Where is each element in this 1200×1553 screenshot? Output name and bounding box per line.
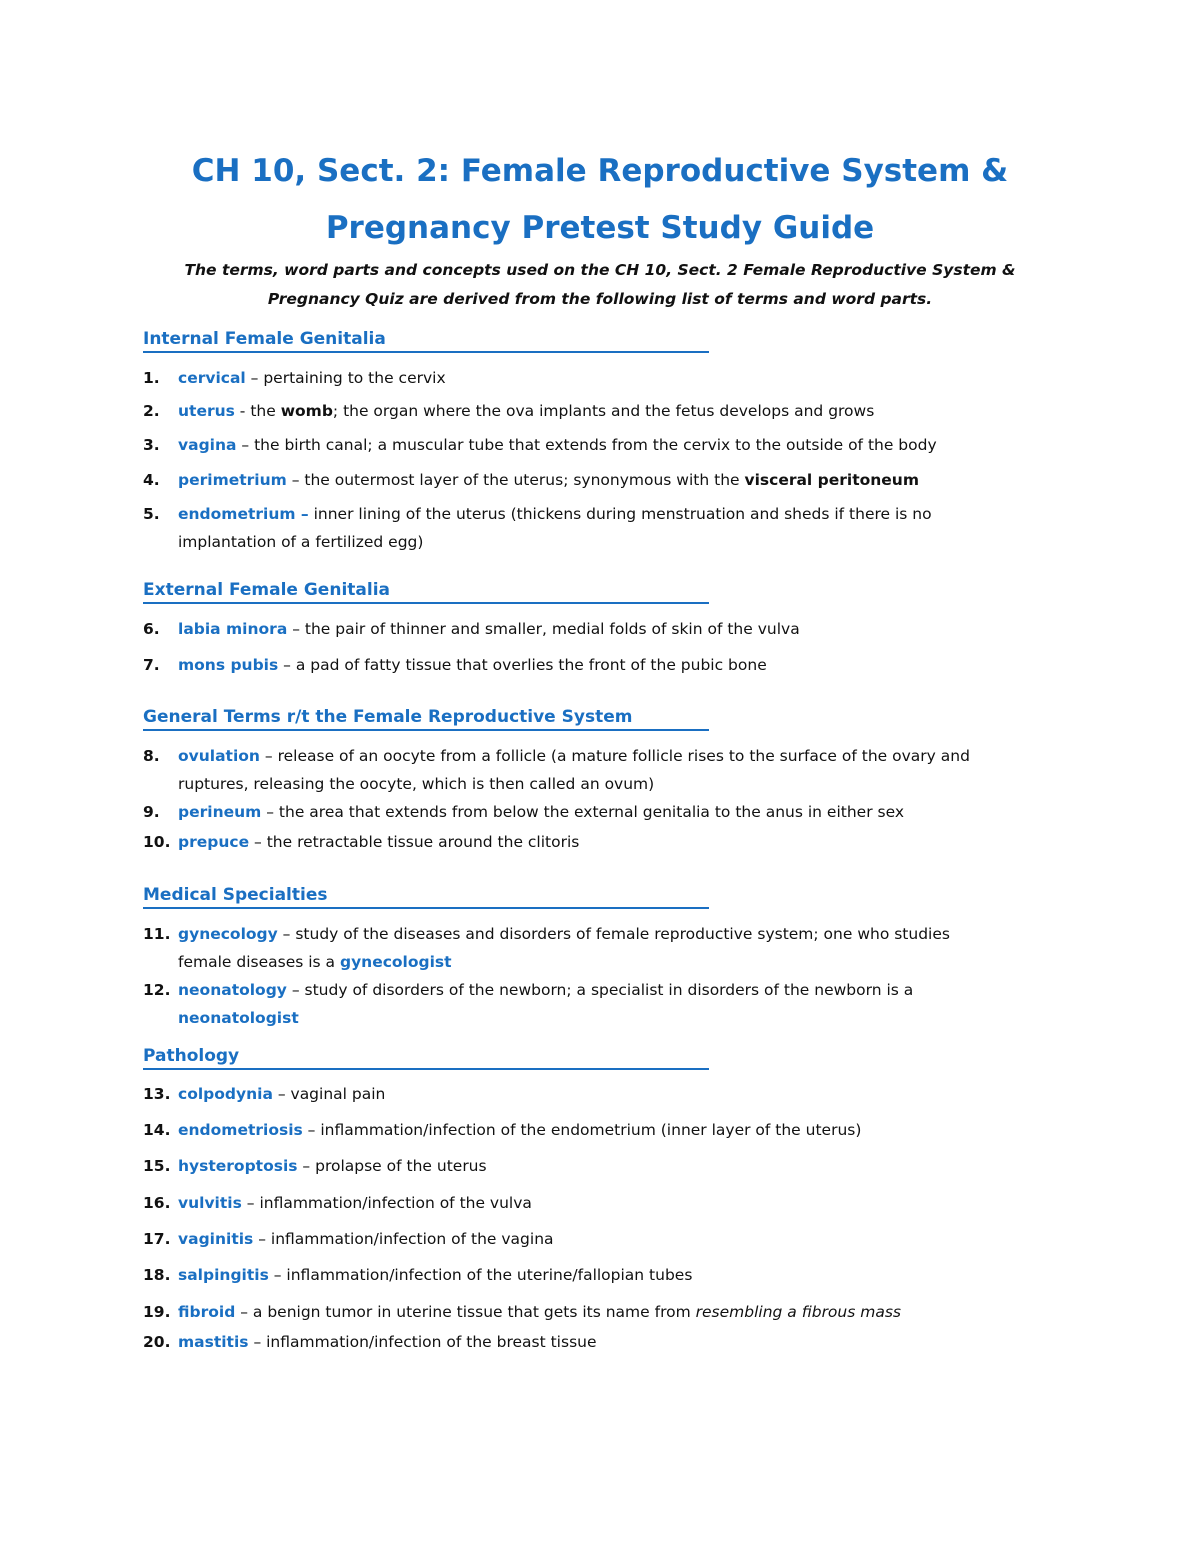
term: fibroid [178,1303,236,1321]
list-item [143,1328,1073,1356]
definition: prolapse of the uterus [315,1157,487,1175]
separator: - [234,402,251,420]
term: perimetrium [178,471,287,489]
definition-italic: resembling a fibrous mass [695,1303,901,1321]
item-number: 2. [143,402,160,420]
list-item [143,828,1073,856]
list-item [143,1261,1073,1289]
separator: – [245,369,264,387]
separator: – [249,833,267,851]
definition: inflammation/infection of the vulva [259,1194,532,1212]
item-number: 3. [143,436,160,454]
item-number: 8. [143,747,160,765]
separator: – [302,1121,321,1139]
item-number: 1. [143,369,160,387]
term: prepuce [178,833,250,851]
definition: pertaining to the cervix [263,369,446,387]
separator: – [259,747,278,765]
term: endometriosis [178,1121,303,1139]
section-heading-internal: Internal Female Genitalia [143,328,709,353]
definition: inflammation/infection of the breast tissue [266,1333,597,1351]
section-heading-external: External Female Genitalia [143,579,709,604]
list-item [143,364,1073,392]
definition-rest: ; the organ where the ova implants and the fetus develops and grows [332,402,875,420]
item-number: 10. [143,833,171,851]
item-number: 11. [143,925,171,943]
separator: – [277,925,296,943]
section-heading-medical-specialties: Medical Specialties [143,884,709,909]
definition: the area that extends from below the external genitalia to the anus in either sex [278,803,905,821]
separator: – [286,981,305,999]
definition: a benign tumor in uterine tissue that gets its name from [252,1303,696,1321]
separator: – [286,471,305,489]
list-item [143,1298,1073,1326]
item-number: 14. [143,1121,171,1139]
separator: – [297,1157,316,1175]
separator: – [253,1230,271,1248]
separator: – [287,620,305,638]
item-number: 12. [143,981,171,999]
definition: the retractable tissue around the clitoris [266,833,580,851]
term: neonatology [178,981,287,999]
definition-line-1: study of disorders of the newborn; a specialist in disorders of the newborn is a [304,981,914,999]
separator: – [235,1303,253,1321]
item-number: 20. [143,1333,171,1351]
term: labia minora [178,620,288,638]
section-heading-general-terms: General Terms r/t the Female Reproductive System [143,706,709,731]
separator: – [236,436,255,454]
subtitle-line-2: Pregnancy Quiz are derived from the following list of terms and word parts. [267,290,933,308]
term: hysteroptosis [178,1157,298,1175]
term: vulvitis [178,1194,242,1212]
term: salpingitis [178,1266,269,1284]
list-item [143,1189,1073,1217]
list-item [143,397,1073,425]
item-number: 18. [143,1266,171,1284]
page-title-line-2: Pregnancy Pretest Study Guide [325,210,875,246]
definition: inflammation/infection of the uterine/fallopian tubes [286,1266,693,1284]
item-number: 17. [143,1230,171,1248]
item-number: 4. [143,471,160,489]
definition-line-2: female diseases is a [178,953,340,971]
definition-line-1: study of the diseases and disorders of female reproductive system; one who studies [295,925,950,943]
definition-bold: womb [280,402,333,420]
term: endometrium – [178,505,309,523]
term: vaginitis [178,1230,254,1248]
list-item [143,466,1073,494]
definition: the birth canal; a muscular tube that extends from the cervix to the outside of the body [254,436,937,454]
list-item [143,651,1073,679]
list-item [143,920,1073,976]
definition: the pair of thinner and smaller, medial folds of skin of the vulva [304,620,800,638]
item-number: 9. [143,803,160,821]
list-item [143,431,1073,459]
list-item [143,1116,1073,1144]
separator: – [241,1194,260,1212]
definition: the outermost layer of the uterus; synonymous with the [304,471,745,489]
separator: – [261,803,279,821]
definition: a pad of fatty tissue that overlies the front of the pubic bone [295,656,767,674]
definition: the [250,402,281,420]
list-item [143,500,1073,556]
definition-bold: visceral peritoneum [744,471,919,489]
list-item [143,976,1073,1032]
term: mons pubis [178,656,279,674]
term: ovulation [178,747,260,765]
separator: – [272,1085,291,1103]
definition-line-1: inner lining of the uterus (thickens during menstruation and sheds if there is no [313,505,932,523]
definition: inflammation/infection of the endometrium (inner layer of the uterus) [320,1121,862,1139]
term: cervical [178,369,246,387]
item-number: 19. [143,1303,171,1321]
item-number: 6. [143,620,160,638]
definition-line-2: implantation of a fertilized egg) [178,533,424,551]
term: gynecology [178,925,278,943]
page-title-line-1: CH 10, Sect. 2: Female Reproductive System & [191,153,1009,189]
list-item [143,742,1073,798]
definition: vaginal pain [290,1085,386,1103]
separator: – [268,1266,287,1284]
term: perineum [178,803,262,821]
term: colpodynia [178,1085,273,1103]
definition-line-2: ruptures, releasing the oocyte, which is then called an ovum) [178,775,655,793]
list-item [143,1152,1073,1180]
item-number: 15. [143,1157,171,1175]
item-number: 7. [143,656,160,674]
list-item [143,798,1073,826]
separator: – [278,656,296,674]
highlighted-term: neonatologist [178,1009,299,1027]
definition: inflammation/infection of the vagina [270,1230,554,1248]
separator: – [248,1333,267,1351]
subtitle-line-1: The terms, word parts and concepts used on the CH 10, Sect. 2 Female Reproductive System & [184,261,1016,279]
item-number: 5. [143,505,160,523]
term: mastitis [178,1333,249,1351]
section-heading-pathology: Pathology [143,1045,709,1070]
list-item [143,1225,1073,1253]
term: uterus [178,402,235,420]
item-number: 13. [143,1085,171,1103]
definition-line-1: release of an oocyte from a follicle (a mature follicle rises to the surface of the ovary and [277,747,970,765]
highlighted-term: gynecologist [339,953,452,971]
list-item [143,615,1073,643]
item-number: 16. [143,1194,171,1212]
term: vagina [178,436,237,454]
list-item [143,1080,1073,1108]
